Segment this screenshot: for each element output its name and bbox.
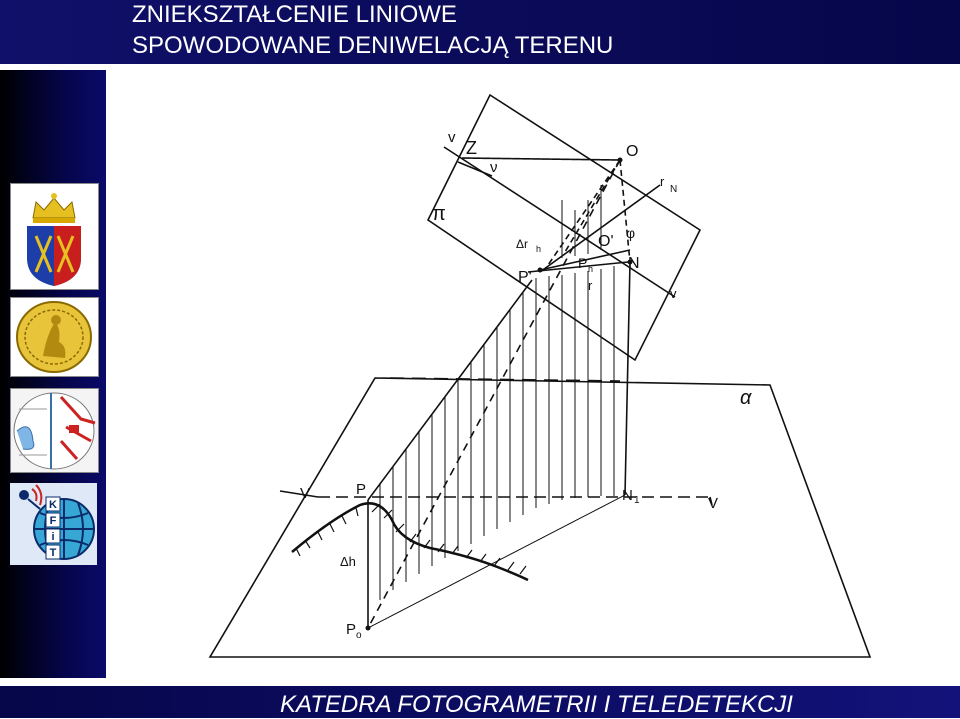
label-n1-sub: 1 [634, 495, 640, 506]
label-o: O [626, 143, 639, 160]
label-phi: φ [626, 225, 636, 241]
slide-title-line-2: SPOWODOWANE DENIWELACJĄ TERENU [132, 32, 614, 59]
kfit-letter-k: K [49, 499, 57, 511]
label-r-n: r [660, 174, 665, 189]
label-p0-sub: o [356, 630, 362, 641]
map-logo-icon [10, 388, 99, 473]
label-v-top: v [448, 129, 456, 146]
label-r: r [588, 278, 593, 293]
kfit-letter-t: T [49, 547, 57, 559]
label-v-left: V [300, 485, 311, 502]
label-p0: P [346, 621, 357, 638]
label-o-prime: O' [598, 233, 614, 250]
kfit-logo-icon [10, 483, 97, 565]
label-p-h: P [578, 255, 588, 271]
label-p-prime: P' [518, 269, 532, 286]
label-n-prime: N [628, 255, 640, 272]
label-delta-h: Δh [340, 554, 356, 569]
label-n1: N [622, 487, 633, 504]
label-delta-r: Δr [516, 237, 529, 251]
slide-title-line-1: ZNIEKSZTAŁCENIE LINIOWE [132, 1, 457, 28]
kfit-letter-f: F [49, 515, 57, 527]
relief-displacement-diagram [106, 64, 960, 686]
medallion-logo-icon [10, 297, 99, 377]
crest-logo-icon [10, 183, 99, 290]
kfit-letter-i: i [51, 531, 55, 543]
ground-plane [210, 378, 870, 657]
label-alpha: α [740, 387, 752, 409]
label-v-right: V [708, 495, 719, 512]
label-r-n-sub: N [670, 184, 678, 195]
label-p-h-sub: h [588, 264, 594, 274]
title-bar [0, 0, 960, 64]
footer-text: KATEDRA FOTOGRAMETRII I TELEDETEKCJI [280, 691, 793, 718]
footer-bar [0, 686, 960, 718]
label-z: Z [466, 138, 477, 158]
label-delta-r-sub: h [536, 244, 542, 254]
label-pi: π [432, 203, 446, 225]
label-p-ground: P [356, 481, 367, 498]
photo-plane [428, 95, 700, 360]
label-v-photo: v [670, 286, 677, 301]
vertical-plane-hatching [380, 185, 614, 600]
label-nu: ν [490, 159, 498, 176]
